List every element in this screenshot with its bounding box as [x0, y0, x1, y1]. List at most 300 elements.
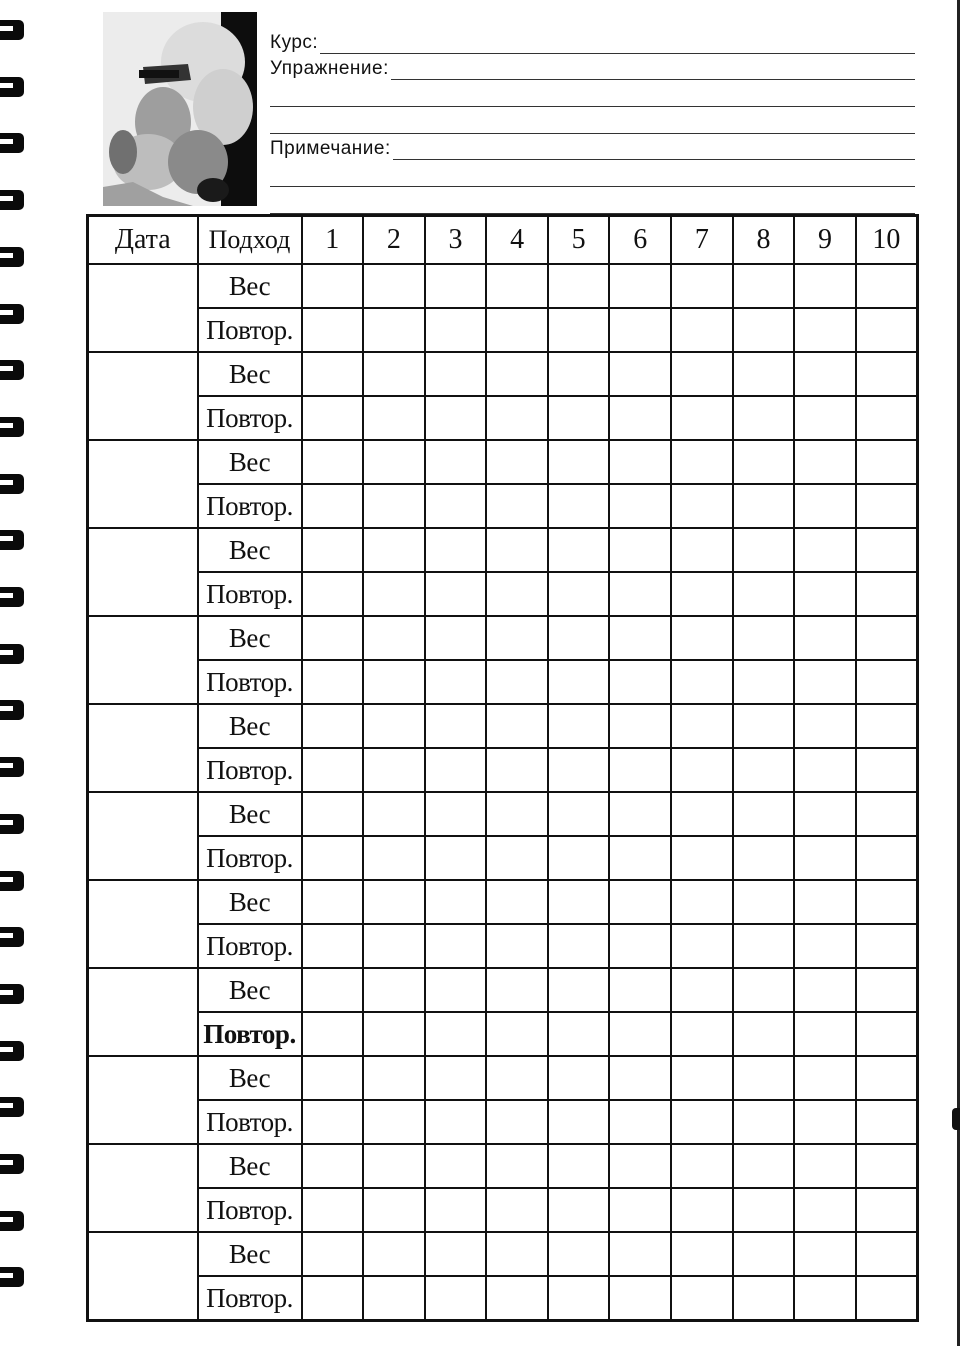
reps-entry-cell[interactable] — [856, 836, 918, 880]
reps-entry-cell[interactable] — [733, 396, 795, 440]
weight-entry-cell[interactable] — [671, 968, 733, 1012]
reps-entry-cell[interactable] — [609, 748, 671, 792]
reps-entry-cell[interactable] — [548, 748, 610, 792]
weight-entry-cell[interactable] — [671, 704, 733, 748]
weight-entry-cell[interactable] — [671, 352, 733, 396]
reps-row — [88, 484, 918, 528]
reps-entry-cell[interactable] — [609, 1188, 671, 1232]
reps-entry-cell[interactable] — [671, 572, 733, 616]
reps-entry-cell[interactable] — [425, 1012, 487, 1056]
reps-entry-cell[interactable] — [548, 1100, 610, 1144]
date-cell[interactable] — [88, 352, 198, 440]
weight-entry-cell[interactable] — [609, 1144, 671, 1188]
reps-entry-cell[interactable] — [856, 660, 918, 704]
reps-entry-cell[interactable] — [363, 1012, 425, 1056]
date-cell[interactable] — [88, 616, 198, 704]
reps-entry-cell[interactable] — [671, 924, 733, 968]
weight-entry-cell[interactable] — [671, 1056, 733, 1100]
reps-entry-cell[interactable] — [609, 572, 671, 616]
reps-entry-cell[interactable] — [856, 1188, 918, 1232]
weight-entry-cell[interactable] — [363, 616, 425, 660]
reps-entry-cell[interactable] — [302, 836, 364, 880]
weight-row — [88, 1232, 918, 1276]
weight-entry-cell[interactable] — [794, 1144, 856, 1188]
weight-entry-cell[interactable] — [363, 880, 425, 924]
reps-entry-cell[interactable] — [671, 1188, 733, 1232]
weight-label: Вес — [198, 1056, 302, 1100]
reps-entry-cell[interactable] — [856, 572, 918, 616]
weight-label: Вес — [198, 352, 302, 396]
weight-entry-cell[interactable] — [733, 1144, 795, 1188]
weight-entry-cell[interactable] — [425, 880, 487, 924]
reps-entry-cell[interactable] — [548, 396, 610, 440]
reps-entry-cell[interactable] — [794, 924, 856, 968]
reps-entry-cell[interactable] — [425, 308, 487, 352]
reps-entry-cell[interactable] — [733, 836, 795, 880]
reps-entry-cell[interactable] — [733, 572, 795, 616]
weight-entry-cell[interactable] — [671, 1144, 733, 1188]
binding-ring — [0, 77, 24, 97]
reps-entry-cell[interactable] — [548, 660, 610, 704]
weight-entry-cell[interactable] — [794, 528, 856, 572]
reps-entry-cell[interactable] — [425, 1188, 487, 1232]
weight-entry-cell[interactable] — [363, 528, 425, 572]
reps-entry-cell[interactable] — [302, 1100, 364, 1144]
weight-entry-cell[interactable] — [363, 352, 425, 396]
weight-entry-cell[interactable] — [486, 1232, 548, 1276]
reps-entry-cell[interactable] — [794, 308, 856, 352]
weight-entry-cell[interactable] — [302, 1144, 364, 1188]
binding-ring — [0, 984, 24, 1004]
weight-entry-cell[interactable] — [671, 264, 733, 308]
reps-entry-cell[interactable] — [486, 836, 548, 880]
reps-entry-cell[interactable] — [856, 924, 918, 968]
weight-entry-cell[interactable] — [609, 528, 671, 572]
binding-ring — [0, 927, 24, 947]
reps-entry-cell[interactable] — [425, 836, 487, 880]
weight-entry-cell[interactable] — [548, 528, 610, 572]
weight-entry-cell[interactable] — [609, 704, 671, 748]
reps-label: Повтор. — [198, 924, 302, 968]
reps-entry-cell[interactable] — [363, 924, 425, 968]
weight-label: Вес — [198, 704, 302, 748]
table-body — [88, 264, 918, 1321]
reps-entry-cell[interactable] — [671, 748, 733, 792]
weight-row — [88, 440, 918, 484]
weight-entry-cell[interactable] — [856, 352, 918, 396]
reps-entry-cell[interactable] — [363, 1188, 425, 1232]
reps-entry-cell[interactable] — [548, 1276, 610, 1321]
reps-entry-cell[interactable] — [486, 1012, 548, 1056]
reps-entry-cell[interactable] — [794, 484, 856, 528]
weight-entry-cell[interactable] — [856, 440, 918, 484]
weight-entry-cell[interactable] — [548, 1144, 610, 1188]
weight-entry-cell[interactable] — [425, 1144, 487, 1188]
course-line — [320, 35, 915, 54]
weight-entry-cell[interactable] — [794, 352, 856, 396]
reps-entry-cell[interactable] — [548, 572, 610, 616]
reps-entry-cell[interactable] — [609, 396, 671, 440]
weight-entry-cell[interactable] — [856, 704, 918, 748]
reps-entry-cell[interactable] — [425, 572, 487, 616]
binding-ring — [0, 587, 24, 607]
weight-entry-cell[interactable] — [733, 792, 795, 836]
set-number-header: 1 — [302, 216, 364, 265]
reps-row — [88, 396, 918, 440]
reps-entry-cell[interactable] — [486, 660, 548, 704]
reps-entry-cell[interactable] — [363, 748, 425, 792]
reps-entry-cell[interactable] — [363, 484, 425, 528]
weight-entry-cell[interactable] — [856, 264, 918, 308]
weight-entry-cell[interactable] — [302, 440, 364, 484]
reps-entry-cell[interactable] — [671, 1012, 733, 1056]
weight-entry-cell[interactable] — [363, 968, 425, 1012]
weight-entry-cell[interactable] — [733, 968, 795, 1012]
reps-entry-cell[interactable] — [733, 1100, 795, 1144]
reps-entry-cell[interactable] — [671, 484, 733, 528]
weight-entry-cell[interactable] — [302, 1056, 364, 1100]
date-cell[interactable] — [88, 528, 198, 616]
course-field[interactable] — [270, 28, 915, 54]
reps-row — [88, 924, 918, 968]
weight-entry-cell[interactable] — [363, 1144, 425, 1188]
date-cell[interactable] — [88, 440, 198, 528]
weight-entry-cell[interactable] — [425, 1232, 487, 1276]
weight-entry-cell[interactable] — [671, 528, 733, 572]
weight-entry-cell[interactable] — [609, 792, 671, 836]
weight-entry-cell[interactable] — [302, 1232, 364, 1276]
weight-entry-cell[interactable] — [425, 1056, 487, 1100]
weight-label: Вес — [198, 264, 302, 308]
reps-entry-cell[interactable] — [794, 660, 856, 704]
weight-label: Вес — [198, 1144, 302, 1188]
weight-entry-cell[interactable] — [671, 1232, 733, 1276]
reps-entry-cell[interactable] — [609, 924, 671, 968]
weight-entry-cell[interactable] — [486, 264, 548, 308]
reps-entry-cell[interactable] — [302, 484, 364, 528]
weight-entry-cell[interactable] — [548, 704, 610, 748]
weight-entry-cell[interactable] — [302, 880, 364, 924]
weight-entry-cell[interactable] — [486, 528, 548, 572]
reps-entry-cell[interactable] — [425, 1276, 487, 1321]
reps-entry-cell[interactable] — [794, 1100, 856, 1144]
weight-entry-cell[interactable] — [548, 264, 610, 308]
reps-entry-cell[interactable] — [363, 308, 425, 352]
athlete-image — [103, 12, 257, 206]
weight-label: Вес — [198, 792, 302, 836]
reps-entry-cell[interactable] — [794, 1012, 856, 1056]
reps-entry-cell[interactable] — [856, 748, 918, 792]
weight-entry-cell[interactable] — [794, 264, 856, 308]
weight-entry-cell[interactable] — [733, 528, 795, 572]
reps-entry-cell[interactable] — [733, 924, 795, 968]
exercise-field[interactable] — [270, 54, 915, 80]
note-line — [393, 141, 915, 160]
reps-entry-cell[interactable] — [733, 1188, 795, 1232]
weight-entry-cell[interactable] — [733, 352, 795, 396]
reps-entry-cell[interactable] — [363, 572, 425, 616]
weight-entry-cell[interactable] — [733, 264, 795, 308]
weight-entry-cell[interactable] — [486, 1056, 548, 1100]
weight-entry-cell[interactable] — [363, 264, 425, 308]
weight-entry-cell[interactable] — [609, 352, 671, 396]
weight-entry-cell[interactable] — [671, 616, 733, 660]
weight-label: Вес — [198, 968, 302, 1012]
reps-entry-cell[interactable] — [733, 660, 795, 704]
weight-entry-cell[interactable] — [856, 968, 918, 1012]
weight-entry-cell[interactable] — [425, 792, 487, 836]
weight-entry-cell[interactable] — [733, 704, 795, 748]
weight-entry-cell[interactable] — [609, 440, 671, 484]
weight-entry-cell[interactable] — [609, 968, 671, 1012]
reps-entry-cell[interactable] — [609, 1100, 671, 1144]
reps-entry-cell[interactable] — [425, 748, 487, 792]
exercise-extra-line[interactable] — [270, 80, 915, 107]
reps-entry-cell[interactable] — [794, 748, 856, 792]
weight-entry-cell[interactable] — [302, 968, 364, 1012]
reps-entry-cell[interactable] — [363, 660, 425, 704]
reps-entry-cell[interactable] — [733, 1276, 795, 1321]
reps-entry-cell[interactable] — [548, 924, 610, 968]
weight-entry-cell[interactable] — [302, 616, 364, 660]
reps-entry-cell[interactable] — [302, 1012, 364, 1056]
weight-entry-cell[interactable] — [425, 264, 487, 308]
weight-entry-cell[interactable] — [671, 440, 733, 484]
reps-entry-cell[interactable] — [548, 308, 610, 352]
weight-entry-cell[interactable] — [856, 1232, 918, 1276]
weight-entry-cell[interactable] — [548, 1232, 610, 1276]
weight-entry-cell[interactable] — [794, 440, 856, 484]
reps-label: Повтор. — [198, 572, 302, 616]
reps-row — [88, 1188, 918, 1232]
reps-entry-cell[interactable] — [856, 396, 918, 440]
reps-entry-cell[interactable] — [302, 308, 364, 352]
reps-entry-cell[interactable] — [733, 484, 795, 528]
weight-entry-cell[interactable] — [548, 792, 610, 836]
reps-entry-cell[interactable] — [794, 1276, 856, 1321]
reps-entry-cell[interactable] — [671, 1276, 733, 1321]
weight-entry-cell[interactable] — [671, 792, 733, 836]
reps-entry-cell[interactable] — [671, 660, 733, 704]
binding-ring — [0, 20, 24, 40]
reps-entry-cell[interactable] — [794, 836, 856, 880]
date-cell[interactable] — [88, 880, 198, 968]
date-cell[interactable] — [88, 792, 198, 880]
weight-entry-cell[interactable] — [425, 704, 487, 748]
exercise-extra-line[interactable] — [270, 107, 915, 134]
set-number-header: 10 — [856, 216, 918, 265]
weight-entry-cell[interactable] — [548, 968, 610, 1012]
reps-label: Повтор. — [198, 396, 302, 440]
date-cell[interactable] — [88, 704, 198, 792]
weight-entry-cell[interactable] — [856, 1144, 918, 1188]
reps-entry-cell[interactable] — [486, 396, 548, 440]
reps-entry-cell[interactable] — [856, 1276, 918, 1321]
reps-entry-cell[interactable] — [609, 308, 671, 352]
reps-entry-cell[interactable] — [671, 396, 733, 440]
weight-entry-cell[interactable] — [302, 704, 364, 748]
reps-entry-cell[interactable] — [363, 1276, 425, 1321]
weight-entry-cell[interactable] — [794, 792, 856, 836]
weight-entry-cell[interactable] — [425, 528, 487, 572]
reps-entry-cell[interactable] — [302, 660, 364, 704]
reps-entry-cell[interactable] — [363, 836, 425, 880]
reps-entry-cell[interactable] — [486, 1188, 548, 1232]
binding-ring — [0, 304, 24, 324]
exercise-line — [391, 61, 915, 80]
weight-entry-cell[interactable] — [363, 704, 425, 748]
reps-label: Повтор. — [198, 660, 302, 704]
weight-entry-cell[interactable] — [548, 352, 610, 396]
binding-ring — [0, 247, 24, 267]
reps-entry-cell[interactable] — [794, 1188, 856, 1232]
weight-entry-cell[interactable] — [609, 1232, 671, 1276]
reps-entry-cell[interactable] — [609, 660, 671, 704]
reps-entry-cell[interactable] — [425, 484, 487, 528]
weight-entry-cell[interactable] — [486, 1144, 548, 1188]
reps-entry-cell[interactable] — [609, 1276, 671, 1321]
reps-entry-cell[interactable] — [486, 1276, 548, 1321]
reps-entry-cell[interactable] — [548, 1188, 610, 1232]
date-cell[interactable] — [88, 1144, 198, 1232]
weight-entry-cell[interactable] — [548, 880, 610, 924]
date-cell[interactable] — [88, 1056, 198, 1144]
weight-entry-cell[interactable] — [363, 1232, 425, 1276]
weight-entry-cell[interactable] — [486, 792, 548, 836]
weight-entry-cell[interactable] — [363, 440, 425, 484]
set-number-header: 7 — [671, 216, 733, 265]
set-number-header: 9 — [794, 216, 856, 265]
reps-entry-cell[interactable] — [548, 484, 610, 528]
reps-entry-cell[interactable] — [794, 396, 856, 440]
reps-entry-cell[interactable] — [671, 308, 733, 352]
weight-entry-cell[interactable] — [794, 704, 856, 748]
note-extra-line[interactable] — [270, 160, 915, 187]
weight-entry-cell[interactable] — [486, 880, 548, 924]
weight-entry-cell[interactable] — [548, 440, 610, 484]
note-extra-line[interactable] — [270, 187, 915, 214]
reps-entry-cell[interactable] — [486, 1100, 548, 1144]
weight-entry-cell[interactable] — [671, 880, 733, 924]
weight-entry-cell[interactable] — [425, 616, 487, 660]
weight-entry-cell[interactable] — [302, 352, 364, 396]
weight-entry-cell[interactable] — [548, 616, 610, 660]
weight-row — [88, 1056, 918, 1100]
weight-entry-cell[interactable] — [856, 880, 918, 924]
reps-entry-cell[interactable] — [856, 484, 918, 528]
reps-entry-cell[interactable] — [609, 1012, 671, 1056]
weight-entry-cell[interactable] — [856, 616, 918, 660]
reps-entry-cell[interactable] — [548, 1012, 610, 1056]
weight-entry-cell[interactable] — [486, 440, 548, 484]
weight-label: Вес — [198, 440, 302, 484]
reps-entry-cell[interactable] — [733, 748, 795, 792]
weight-entry-cell[interactable] — [856, 528, 918, 572]
reps-entry-cell[interactable] — [302, 1276, 364, 1321]
reps-entry-cell[interactable] — [486, 308, 548, 352]
reps-entry-cell[interactable] — [486, 924, 548, 968]
weight-entry-cell[interactable] — [794, 880, 856, 924]
reps-entry-cell[interactable] — [302, 924, 364, 968]
reps-entry-cell[interactable] — [425, 660, 487, 704]
weight-entry-cell[interactable] — [302, 792, 364, 836]
reps-entry-cell[interactable] — [302, 396, 364, 440]
reps-entry-cell[interactable] — [733, 308, 795, 352]
weight-entry-cell[interactable] — [733, 1056, 795, 1100]
reps-entry-cell[interactable] — [425, 924, 487, 968]
weight-entry-cell[interactable] — [609, 264, 671, 308]
weight-entry-cell[interactable] — [425, 968, 487, 1012]
weight-entry-cell[interactable] — [609, 880, 671, 924]
reps-entry-cell[interactable] — [486, 572, 548, 616]
weight-entry-cell[interactable] — [733, 440, 795, 484]
reps-entry-cell[interactable] — [302, 748, 364, 792]
weight-entry-cell[interactable] — [302, 528, 364, 572]
reps-entry-cell[interactable] — [486, 748, 548, 792]
reps-entry-cell[interactable] — [794, 572, 856, 616]
weight-entry-cell[interactable] — [794, 616, 856, 660]
reps-entry-cell[interactable] — [856, 1100, 918, 1144]
weight-entry-cell[interactable] — [733, 1232, 795, 1276]
binding-ring — [0, 644, 24, 664]
binding-ring — [0, 700, 24, 720]
reps-entry-cell[interactable] — [548, 836, 610, 880]
binding-ring — [0, 360, 24, 380]
reps-label: Повтор. — [198, 1012, 302, 1056]
reps-entry-cell[interactable] — [856, 308, 918, 352]
reps-entry-cell[interactable] — [363, 1100, 425, 1144]
reps-entry-cell[interactable] — [671, 1100, 733, 1144]
weight-entry-cell[interactable] — [856, 792, 918, 836]
weight-entry-cell[interactable] — [856, 1056, 918, 1100]
weight-entry-cell[interactable] — [302, 264, 364, 308]
reps-entry-cell[interactable] — [486, 484, 548, 528]
weight-entry-cell[interactable] — [609, 1056, 671, 1100]
weight-row — [88, 616, 918, 660]
reps-entry-cell[interactable] — [302, 572, 364, 616]
reps-entry-cell[interactable] — [425, 1100, 487, 1144]
note-label: Примечание: — [270, 138, 391, 159]
date-cell[interactable] — [88, 264, 198, 352]
weight-entry-cell[interactable] — [486, 704, 548, 748]
weight-entry-cell[interactable] — [486, 968, 548, 1012]
reps-entry-cell[interactable] — [302, 1188, 364, 1232]
weight-entry-cell[interactable] — [733, 880, 795, 924]
note-field[interactable] — [270, 134, 915, 160]
weight-entry-cell[interactable] — [486, 352, 548, 396]
date-cell[interactable] — [88, 968, 198, 1056]
date-cell[interactable] — [88, 1232, 198, 1321]
weight-entry-cell[interactable] — [363, 792, 425, 836]
weight-entry-cell[interactable] — [794, 968, 856, 1012]
weight-entry-cell[interactable] — [548, 1056, 610, 1100]
reps-entry-cell[interactable] — [671, 836, 733, 880]
weight-entry-cell[interactable] — [363, 1056, 425, 1100]
weight-entry-cell[interactable] — [486, 616, 548, 660]
weight-entry-cell[interactable] — [609, 616, 671, 660]
weight-entry-cell[interactable] — [425, 352, 487, 396]
weight-entry-cell[interactable] — [794, 1232, 856, 1276]
weight-entry-cell[interactable] — [425, 440, 487, 484]
reps-entry-cell[interactable] — [609, 836, 671, 880]
weight-entry-cell[interactable] — [794, 1056, 856, 1100]
reps-entry-cell[interactable] — [609, 484, 671, 528]
reps-entry-cell[interactable] — [856, 1012, 918, 1056]
reps-entry-cell[interactable] — [363, 396, 425, 440]
weight-entry-cell[interactable] — [733, 616, 795, 660]
reps-entry-cell[interactable] — [425, 396, 487, 440]
reps-entry-cell[interactable] — [733, 1012, 795, 1056]
